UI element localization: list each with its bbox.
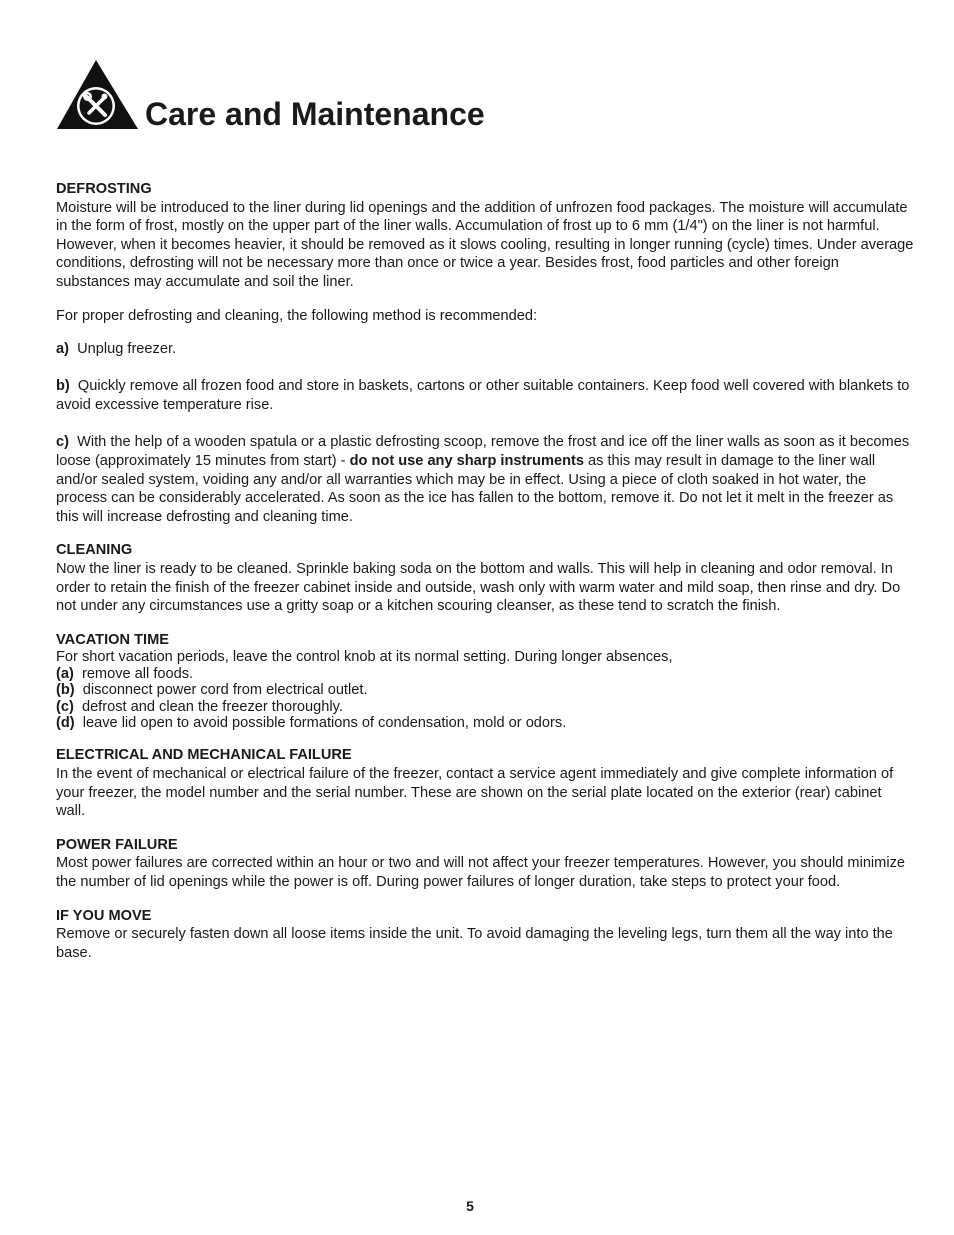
paragraph: In the event of mechanical or electrical failure of the freezer, contact a service agent immediately and give complete information of your freezer, the model number and the serial number. These are shown on the serial plate located on the exterior (rear) cabinet wall. xyxy=(56,766,894,820)
paragraph: Most power failures are corrected within an hour or two and will not affect your freezer temperatures. However, you should minimize the number of lid openings while the power is off. During power failures of longer duration, take steps to protect your food. xyxy=(56,855,905,890)
section-defrosting xyxy=(56,180,914,526)
step-text: Quickly remove all frozen food and store in baskets, cartons or other suitable containers. Keep food well covered with blankets to avoid excessive temperature rise. xyxy=(56,378,910,413)
section-power-failure xyxy=(56,836,914,892)
step-label: c) xyxy=(56,434,69,451)
section-if-you-move xyxy=(56,907,914,963)
step-label: a) xyxy=(56,340,69,357)
section-heading: VACATION TIME xyxy=(56,631,169,648)
section-heading: POWER FAILURE xyxy=(56,836,178,853)
section-heading: IF YOU MOVE xyxy=(56,907,152,924)
list-item xyxy=(56,682,914,698)
step-b xyxy=(56,377,914,414)
list-text: defrost and clean the freezer thoroughly. xyxy=(81,698,343,715)
list-item xyxy=(56,699,914,715)
list-label: (a) xyxy=(56,665,74,682)
list-text: remove all foods. xyxy=(81,665,194,682)
paragraph: Remove or securely fasten down all loose items inside the unit. To avoid damaging the leveling legs, turn them all the way into the base. xyxy=(56,926,893,961)
section-heading: CLEANING xyxy=(56,542,133,559)
list-item xyxy=(56,666,914,682)
list-label: (c) xyxy=(56,698,74,715)
section-electrical xyxy=(56,746,914,820)
list-label: (d) xyxy=(56,715,75,731)
section-heading: DEFROSTING xyxy=(56,181,152,197)
list-text: leave lid open to avoid possible formations of condensation, mold or odors. xyxy=(82,715,567,731)
step-a xyxy=(56,340,914,359)
list-text: disconnect power cord from electrical outlet. xyxy=(82,682,368,699)
main-content xyxy=(56,180,914,962)
paragraph: Now the liner is ready to be cleaned. Sprinkle baking soda on the bottom and walls. This will help in cleaning and odor removal. In order to retain the finish of the freezer cabinet inside and outside, wash only with warm water and mild soap, then rinse and dry. Do not under any circumstances use a gritty soap or a kitchen scouring cleanser, as these tend to scratch the finish. xyxy=(56,561,901,615)
section-heading: ELECTRICAL AND MECHANICAL FAILURE xyxy=(56,747,352,764)
page-title: Care and Maintenance xyxy=(145,96,485,132)
section-cleaning xyxy=(56,541,914,615)
step-label: b) xyxy=(56,378,70,395)
paragraph: Moisture will be introduced to the liner during lid openings and the addition of unfrozen food packages. The moisture will accumulate in the form of frost, mostly on the upper part of the liner walls. Accumulation of frost up to 6 mm (1/4") on the liner is not harmful. However, when it becomes heavier, it should be removed as it slows cooling, resulting in longer running (cycle) times. Under average conditions, defrosting will not be necessary more than once or twice a year. Besides frost, food particles and other foreign substances may accumulate and soil the liner. xyxy=(56,199,914,290)
step-text: as this may result in damage to the liner wall and/or sealed system, voiding any and/or all warranties which may be in effect. Using a piece of cloth soaked in hot water, the process can be considerably accelerated. As soon as the ice has fallen to the bottom, remove it. Do not let it melt in the freezer as this will increase defrosting and cleaning time. xyxy=(56,453,894,525)
warning-text: do not use any sharp instruments xyxy=(349,453,584,470)
step-text: Unplug freezer. xyxy=(77,340,177,357)
page-number: 5 xyxy=(466,1198,474,1214)
tools-warning-icon xyxy=(56,58,140,130)
list-label: (b) xyxy=(56,682,75,699)
paragraph: For short vacation periods, leave the control knob at its normal setting. During longer absences, xyxy=(56,649,673,666)
step-c xyxy=(56,433,914,526)
step-text: With the help of a wooden spatula or a plastic defrosting scoop, remove the frost and ice off the liner walls as soon as it becomes loose (approximately 15 minutes from start) - xyxy=(56,434,910,470)
paragraph: For proper defrosting and cleaning, the following method is recommended: xyxy=(56,308,538,325)
page-header xyxy=(56,58,756,132)
section-vacation xyxy=(56,631,914,732)
list-item xyxy=(56,715,914,731)
